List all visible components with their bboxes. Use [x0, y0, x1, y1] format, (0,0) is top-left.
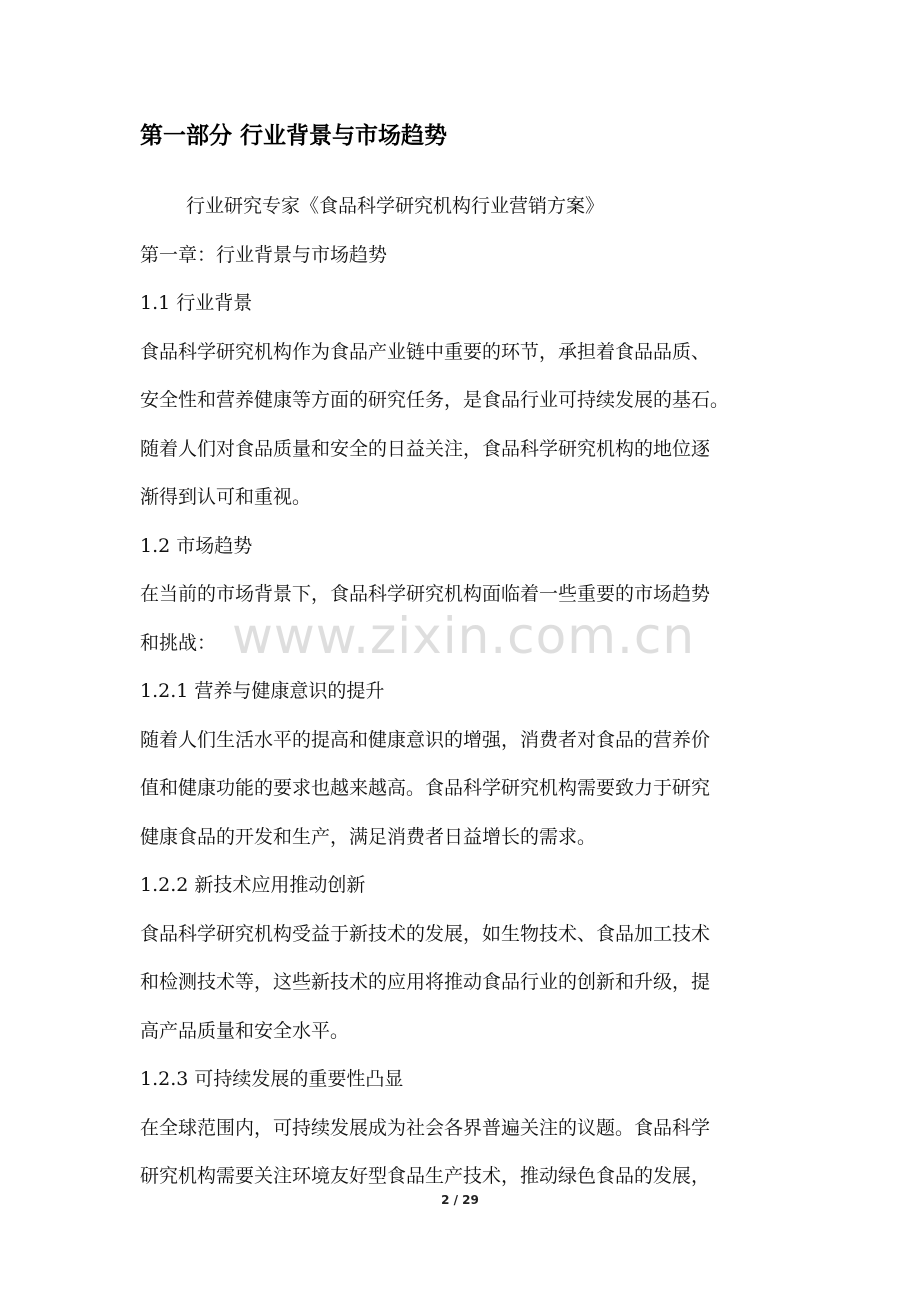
- paragraph-line: 在当前的市场背景下，食品科学研究机构面临着一些重要的市场趋势: [140, 583, 711, 605]
- paragraph-line: 食品科学研究机构受益于新技术的发展，如生物技术、食品加工技术: [140, 922, 711, 945]
- paragraph-line: 随着人们对食品质量和安全的日益关注，食品科学研究机构的地位逐: [140, 437, 711, 460]
- subtitle-line: 行业研究专家《食品科学研究机构行业营销方案》: [186, 195, 605, 217]
- paragraph-line: 食品科学研究机构作为食品产业链中重要的环节，承担着食品品质、: [140, 340, 711, 363]
- paragraph-line: 和挑战：: [140, 631, 217, 654]
- document-body: [140, 182, 785, 1201]
- paragraph-line: 在全球范围内，可持续发展成为社会各界普遍关注的议题。食品科学: [140, 1116, 711, 1139]
- paragraph-line: 高产品质量和安全水平。: [140, 1019, 350, 1042]
- subsection-title-1-2-2: 1.2.2 新技术应用推动创新: [140, 874, 366, 896]
- section-title-1-2: 1.2 市场趋势: [140, 534, 253, 557]
- subsection-title-1-2-1: 1.2.1 营养与健康意识的提升: [140, 680, 385, 702]
- subsection-title-1-2-3: 1.2.3 可持续发展的重要性凸显: [140, 1068, 404, 1090]
- paragraph-line: 值和健康功能的要求也越来越高。食品科学研究机构需要致力于研究: [140, 777, 711, 799]
- paragraph-line: 渐得到认可和重视。: [140, 486, 312, 508]
- page-number: 2 / 29: [441, 1193, 479, 1207]
- section-title-1-1: 1.1 行业背景: [140, 292, 253, 314]
- paragraph-line: 安全性和营养健康等方面的研究任务，是食品行业可持续发展的基石。: [140, 389, 730, 411]
- paragraph-line: 研究机构需要关注环境友好型食品生产技术，推动绿色食品的发展，: [140, 1165, 711, 1187]
- chapter-title: 第一章：行业背景与市场趋势: [140, 243, 388, 266]
- watermark: www.zixin.com.cn: [232, 607, 696, 665]
- paragraph-line: 健康食品的开发和生产，满足消费者日益增长的需求。: [140, 825, 597, 848]
- paragraph-line: 随着人们生活水平的提高和健康意识的增强，消费者对食品的营养价: [140, 728, 711, 751]
- section-heading: 第一部分 行业背景与市场趋势: [140, 123, 448, 149]
- paragraph-line: 和检测技术等，这些新技术的应用将推动食品行业的创新和升级，提: [140, 971, 711, 993]
